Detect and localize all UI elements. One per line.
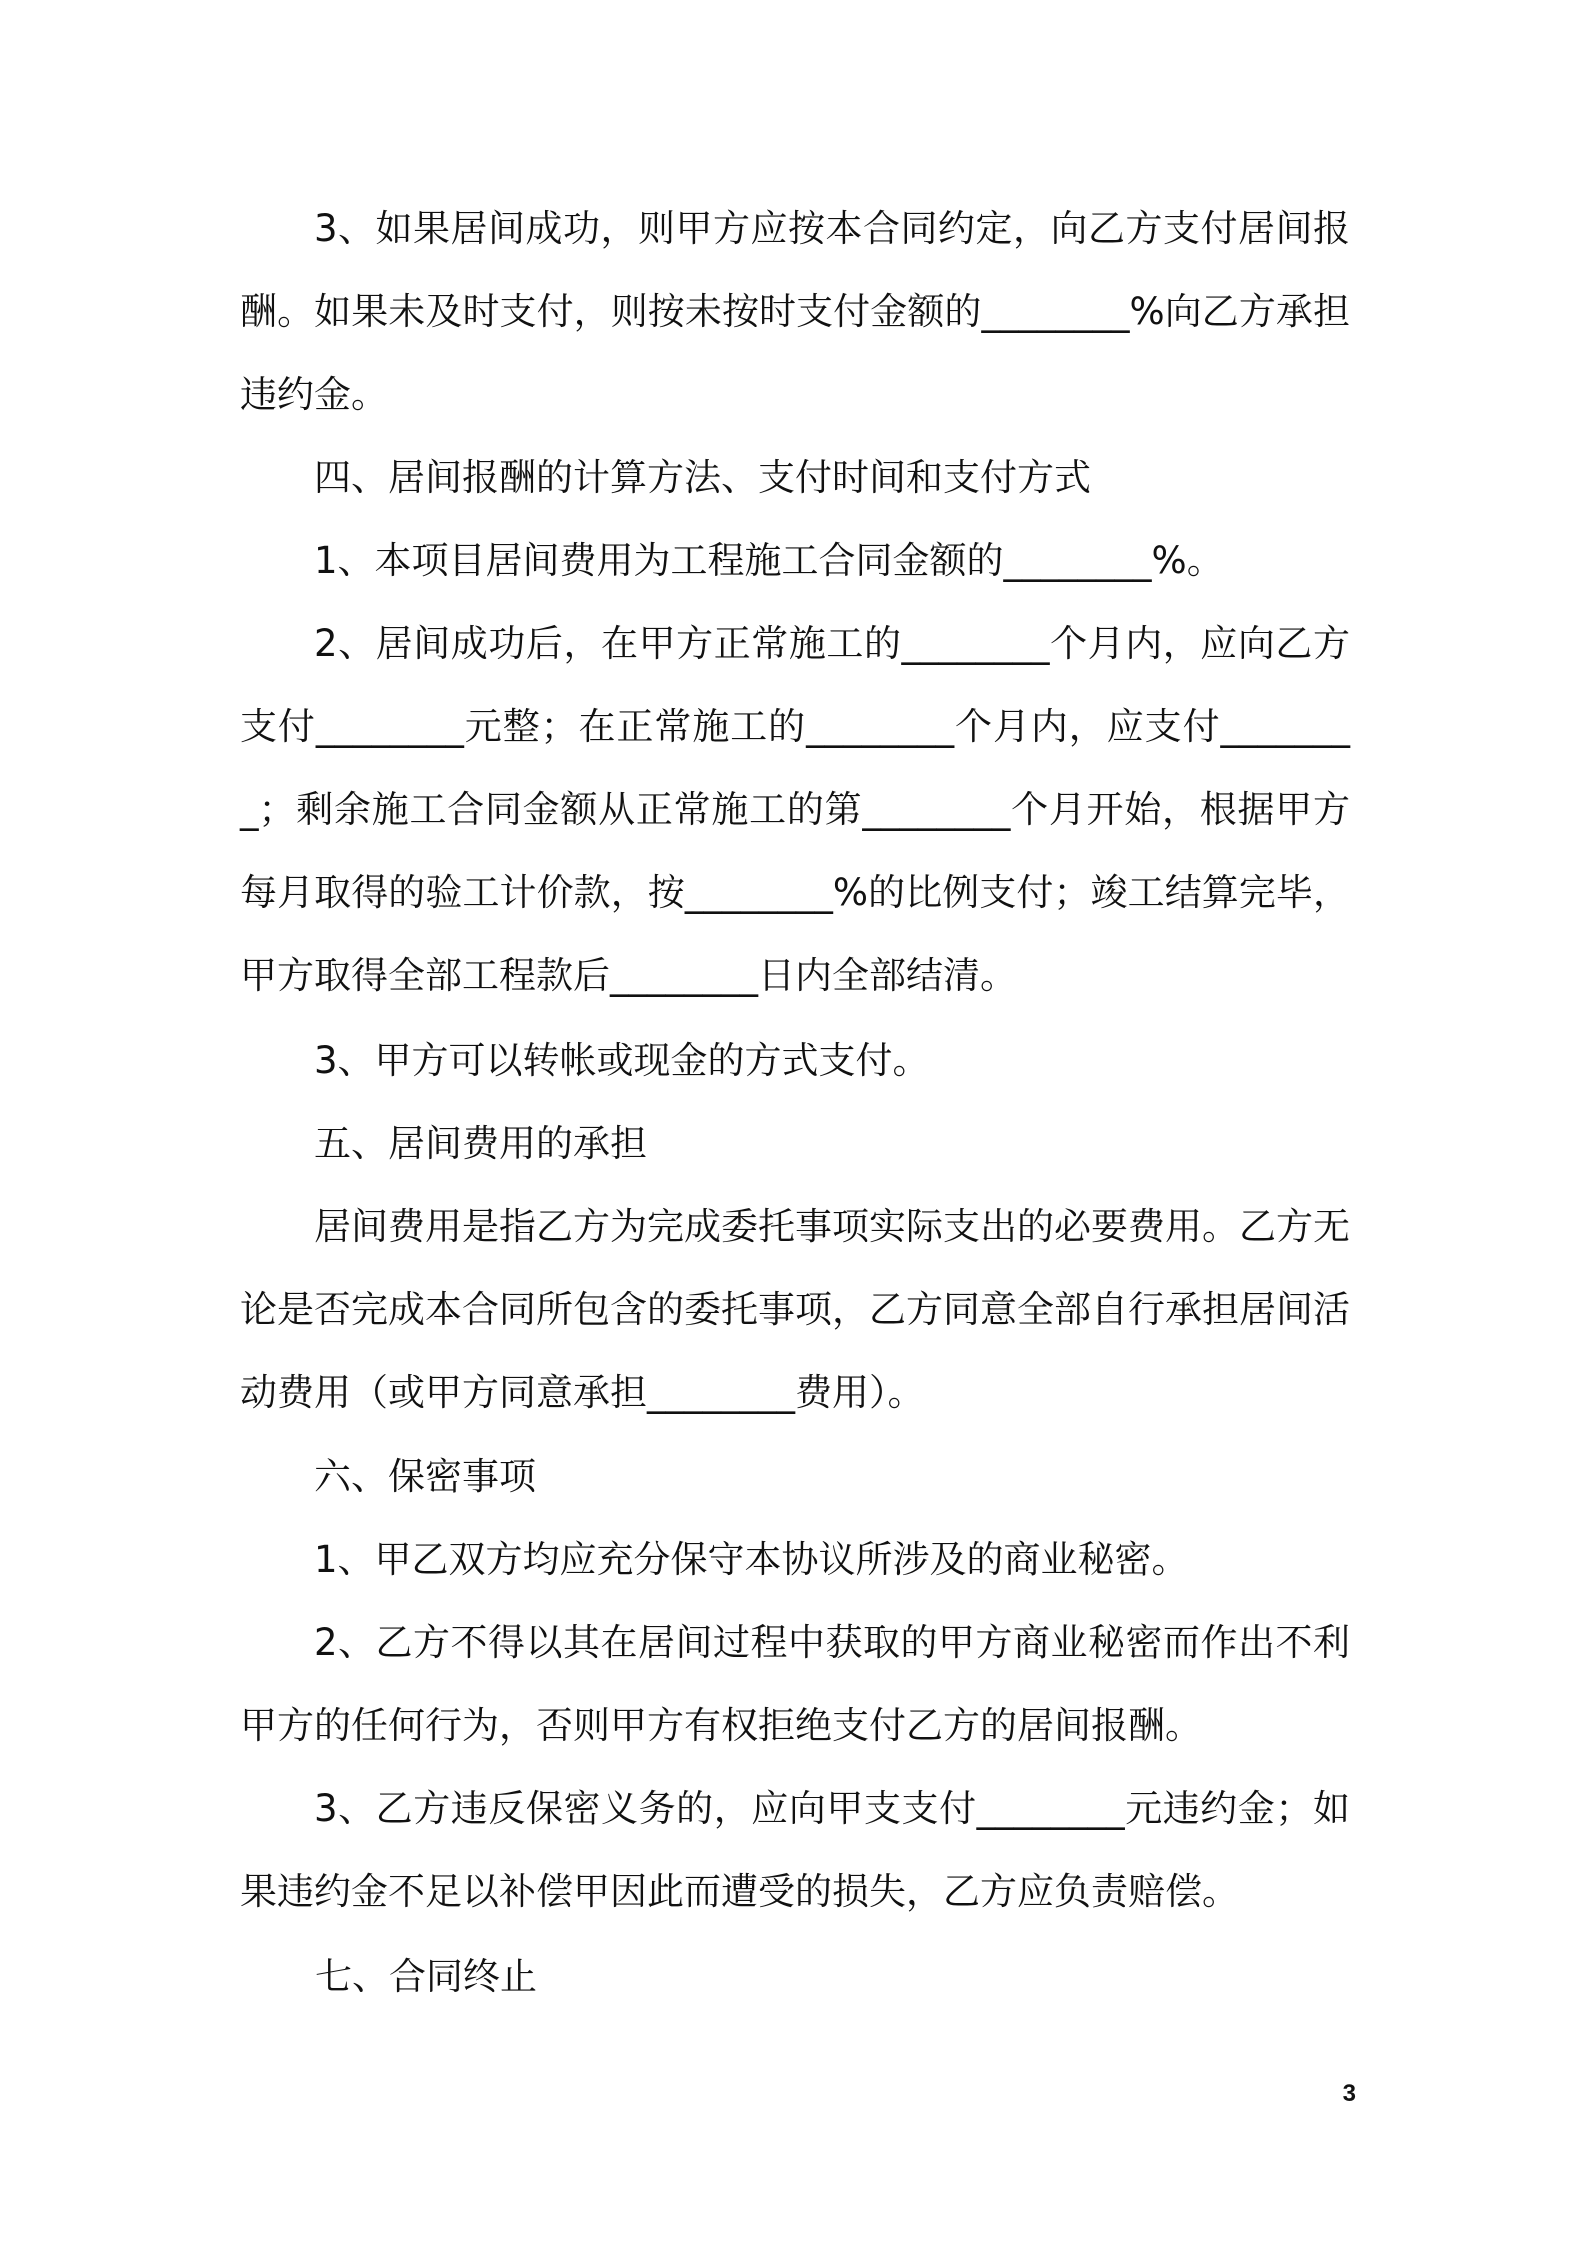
paragraph-confidentiality-2: 2、乙方不得以其在居间过程中获取的甲方商业秘密而作出不利甲方的任何行为，否则甲方有权拒绝支付乙方的居间报酬。 [240,1621,1350,1747]
paragraph-payment-schedule: 2、居间成功后，在甲方正常施工的________个月内，应向乙方支付________元整；在正常施工的________个月内，应支付________；剩余施工合同金额从正常施工的第________个月开始，根据甲方每月取得的验工计价款，按________%的比例支付；竣工结算完毕，甲方取得全部工程款后________日内全部结清。 [240,622,1350,997]
section-heading-5: 五、居间费用的承担 [314,1122,647,1165]
section-heading-4: 四、居间报酬的计算方法、支付时间和支付方式 [314,456,1091,499]
section-heading-7: 七、合同终止 [315,1955,537,1998]
paragraph-payment-method: 3、甲方可以转帐或现金的方式支付。 [314,1039,930,1082]
paragraph-confidentiality-3: 3、乙方违反保密义务的，应向甲支支付________元违约金；如果违约金不足以补偿甲因此而遭受的损失，乙方应负责赔偿。 [240,1787,1350,1913]
page-number: 3 [1342,2080,1356,2107]
paragraph-payment-penalty: 3、如果居间成功，则甲方应按本合同约定，向乙方支付居间报酬。如果未及时支付，则按未按时支付金额的________%向乙方承担违约金。 [240,207,1350,416]
section-heading-6: 六、保密事项 [314,1455,536,1498]
paragraph-fee-rate: 1、本项目居间费用为工程施工合同金额的________%。 [314,539,1224,582]
paragraph-expense-burden: 居间费用是指乙方为完成委托事项实际支出的必要费用。乙方无论是否完成本合同所包含的委托事项，乙方同意全部自行承担居间活动费用（或甲方同意承担________费用）。 [240,1205,1350,1414]
paragraph-confidentiality-1: 1、甲乙双方均应充分保守本协议所涉及的商业秘密。 [314,1538,1189,1581]
